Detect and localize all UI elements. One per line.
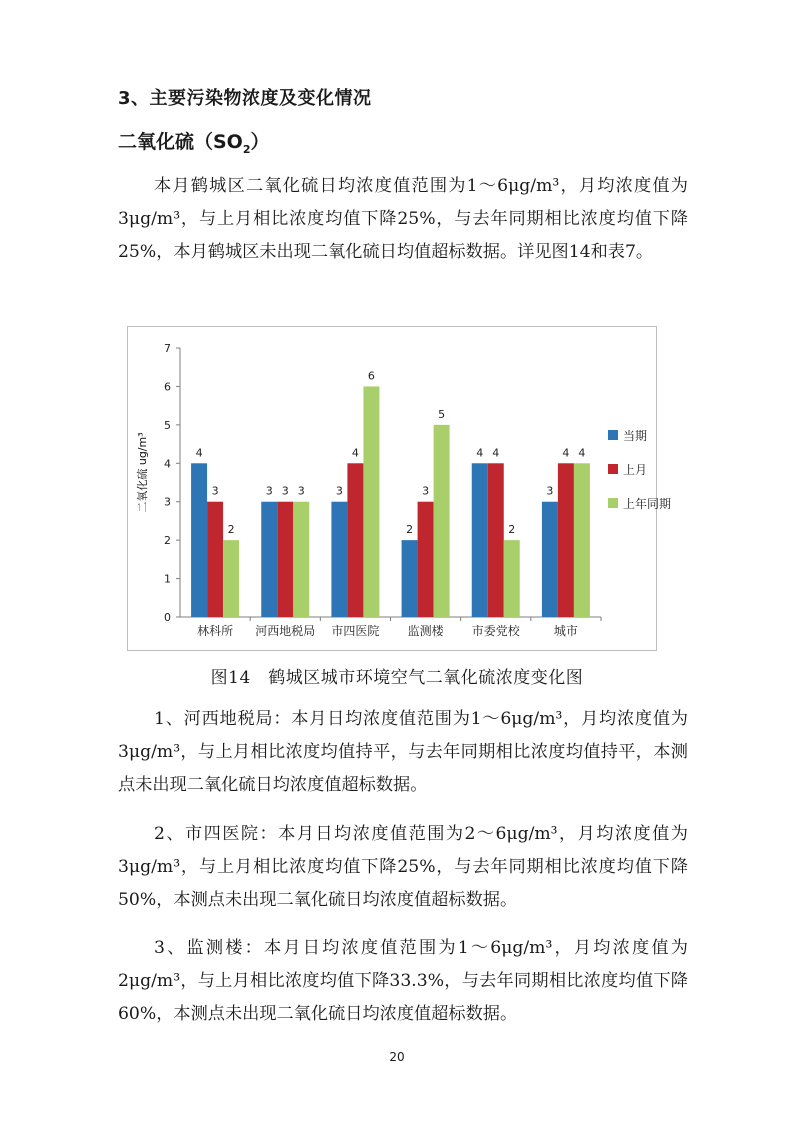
pollutant-heading-suffix: ） (250, 131, 270, 153)
data-label: 3 (297, 484, 305, 498)
section-heading: 3、主要污染物浓度及变化情况 (118, 88, 372, 109)
bar-上月-林科所 (207, 502, 223, 617)
y-tick-label: 5 (164, 418, 171, 432)
x-tick-label: 城市 (553, 624, 578, 638)
x-tick-label: 监测楼 (407, 624, 444, 638)
data-label: 3 (211, 484, 219, 498)
legend-label: 上年同期 (623, 497, 672, 511)
bar-上年同期-监测楼 (434, 425, 450, 617)
pollutant-heading (118, 127, 270, 156)
intro-paragraph: 本月鹤城区二氧化硫日均浓度值范围为1～6μg/m³，月均浓度值为3μg/m³，与上月相比浓度均值下降25%，与去年同期相比浓度均值下降25%，本月鹤城区未出现二氧化硫日均值超标数据。详见图14和表7。 (118, 176, 688, 262)
bar-当期-市四医院 (331, 502, 347, 617)
bar-当期-林科所 (191, 463, 207, 617)
data-label: 3 (422, 484, 430, 498)
so2-chart-frame (127, 326, 672, 651)
x-tick-label: 市委党校 (471, 624, 520, 638)
data-label: 5 (438, 407, 446, 421)
data-label: 6 (367, 369, 375, 383)
x-tick-label: 市四医院 (331, 624, 380, 638)
data-label: 3 (281, 484, 289, 498)
bar-当期-河西地税局 (261, 502, 277, 617)
y-tick-label: 2 (164, 534, 171, 548)
paragraph-fourth-hospital: 2、市四医院：本月日均浓度值范围为2～6μg/m³，月均浓度值为3μg/m³，与上月相比浓度均值下降25%，与去年同期相比浓度均值下降50%，本测点未出现二氧化硫日均浓度值超标数据。 (118, 824, 688, 910)
so2-bar-chart (128, 327, 672, 650)
paragraph-hexi-tax-bureau: 1、河西地税局：本月日均浓度值范围为1～6μg/m³，月均浓度值为3μg/m³，与上月相比浓度均值持平，与去年同期相比浓度均值持平，本测点未出现二氧化硫日均浓度值超标数据。 (118, 709, 688, 795)
data-label: 2 (508, 523, 516, 537)
data-label: 4 (476, 446, 484, 460)
paragraph-monitoring-building: 3、监测楼：本月日均浓度值范围为1～6μg/m³，月均浓度值为2μg/m³，与上月相比浓度均值下降33.3%，与去年同期相比浓度均值下降60%，本测点未出现二氧化硫日均浓度值超标数据。 (118, 938, 688, 1024)
pollutant-heading-subscript: 2 (242, 142, 251, 156)
bar-上月-河西地税局 (277, 502, 293, 617)
data-label: 4 (492, 446, 500, 460)
bar-上年同期-市委党校 (504, 540, 520, 617)
data-label: 3 (265, 484, 273, 498)
y-tick-label: 4 (164, 457, 171, 471)
y-tick-label: 6 (164, 380, 171, 394)
data-label: 2 (406, 523, 414, 537)
y-tick-label: 7 (164, 342, 171, 355)
data-label: 4 (578, 446, 586, 460)
bar-当期-市委党校 (472, 463, 488, 617)
legend-swatch-当期 (608, 430, 618, 440)
bar-当期-城市 (542, 502, 558, 617)
data-label: 3 (546, 484, 554, 498)
bar-当期-监测楼 (402, 540, 418, 617)
bar-上年同期-城市 (574, 463, 590, 617)
bar-上月-监测楼 (418, 502, 434, 617)
y-axis-label: 二氧化硫 ug/m³ (136, 432, 149, 513)
data-label: 2 (227, 523, 235, 537)
data-label: 4 (562, 446, 570, 460)
data-label: 4 (351, 446, 359, 460)
legend-swatch-上年同期 (608, 498, 618, 508)
bar-上月-市四医院 (347, 463, 363, 617)
legend-swatch-上月 (608, 464, 618, 474)
legend-label: 上月 (623, 463, 648, 477)
bar-上月-市委党校 (488, 463, 504, 617)
figure-caption: 图14 鹤城区城市环境空气二氧化硫浓度变化图 (210, 668, 584, 688)
y-tick-label: 0 (164, 611, 171, 624)
bar-上年同期-市四医院 (363, 386, 379, 617)
x-tick-label: 河西地税局 (255, 624, 316, 638)
page-number: 20 (389, 1050, 405, 1064)
data-label: 3 (335, 484, 343, 498)
legend-label: 当期 (623, 429, 648, 443)
pollutant-heading-text: 二氧化硫（SO (118, 131, 243, 153)
y-tick-label: 1 (164, 572, 171, 586)
x-tick-label: 林科所 (197, 624, 234, 638)
y-tick-label: 3 (164, 495, 171, 509)
data-label: 4 (195, 446, 203, 460)
bar-上月-城市 (558, 463, 574, 617)
bar-上年同期-河西地税局 (293, 502, 309, 617)
bar-上年同期-林科所 (223, 540, 239, 617)
